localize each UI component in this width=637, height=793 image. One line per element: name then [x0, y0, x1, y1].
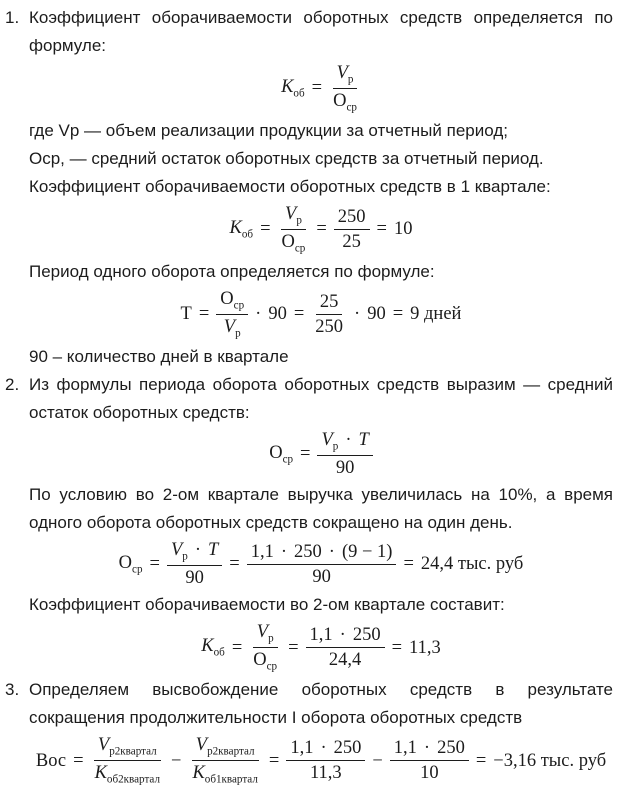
- formula-osr-definition: $О_{ср}$ = $V_р$ · T 90: [29, 429, 613, 479]
- paragraph-days-note: 90 – количество дней в квартале: [29, 347, 289, 366]
- solution-step-3: [5, 676, 613, 787]
- solution-step-2: [5, 371, 613, 674]
- paragraph-where-vp: где Vр — объем реализации продукции за отчетный период;: [29, 121, 508, 140]
- solution-step-1: [5, 4, 613, 371]
- paragraph-where-osr: Оср, — средний остаток оборотных средств за отчетный период.: [29, 149, 544, 168]
- paragraph-q2-condition: По условию во 2-ом квартале выручка увеличилась на 10%, а время одного оборота оборотных средств сокращено на один день.: [29, 485, 613, 533]
- formula-osr-q2: $О_{ср}$ = $V_р$ · T 90 = 1,1 · 250 · (9 − 1) 90 = 24,4 тыс. руб: [118, 540, 524, 589]
- paragraph-period-intro: Период одного оборота определяется по формуле:: [29, 262, 435, 281]
- item-number-2: 2.: [5, 375, 20, 394]
- formula-kob-definition: $K_{об}$ = $\frac{V_р}{О_{ср}}$: [281, 63, 357, 114]
- formula-kob-q1: $K_{об}$ = $\frac{V_р}{О_{ср}}$ = $\frac{250}{25}$ = 10: [229, 204, 413, 255]
- paragraph-kob-q1-label: Коэффициент оборачиваемости оборотных средств в 1 квартале:: [29, 177, 551, 196]
- item-number-3: 3.: [5, 680, 20, 700]
- paragraph-kob-q2-label: Коэффициент оборачиваемости во 2-ом квартале составит:: [29, 595, 505, 615]
- solution-document: [5, 4, 613, 787]
- formula-funds-release: Вос = $\frac{V_{р2квартал}}{K_{об2квартал}}$ − $\frac{V_{р2квартал}}{K_{об1квартал}}$ = 1,1 · 250 11,3 − 1,1 · 250 10 = −3,16 тыс. руб: [35, 735, 607, 787]
- formula-kob-q2: $K_{об}$ = $\frac{V_р}{О_{ср}}$ = 1,1 · 250 24,4 = 11,3: [201, 622, 441, 674]
- paragraph-release-intro: Определяем высвобождение оборотных средств в результате сокращения продолжительности I оборота оборотных средств: [29, 680, 613, 728]
- paragraph-kob-intro: Коэффициент оборачиваемости оборотных средств определяется по формуле:: [29, 8, 613, 55]
- formula-turnover-period: Т = $\frac{О_{ср}}{V_р}$ · 90 = $\frac{25}{250}$ · 90 = 9 дней: [180, 289, 462, 340]
- paragraph-osr-intro: Из формулы периода оборота оборотных средств выразим — средний остаток оборотных средств:: [29, 375, 613, 422]
- item-number-1: 1.: [5, 8, 20, 27]
